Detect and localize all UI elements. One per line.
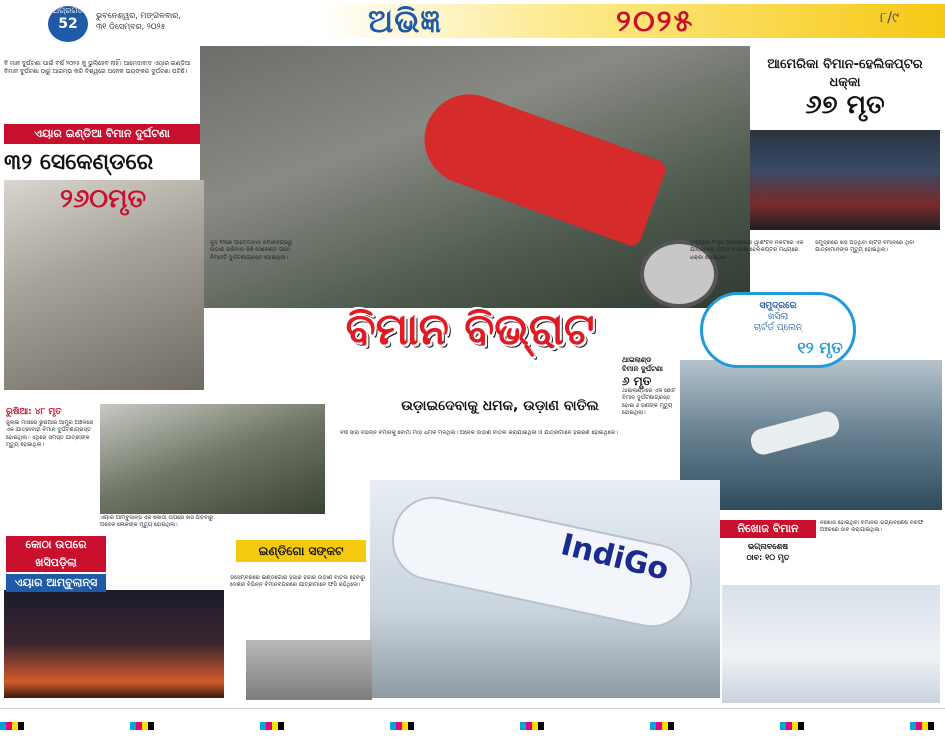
badge-label: ଅଗ୍ରଗତି [52, 6, 84, 15]
feature-title: ବିମାନ ବିଭ୍ରାଟ [345, 304, 595, 355]
ambulance-body: ଏୟାର ଆମ୍ବୁଲାନ୍ସ ଏକ କୋଠା ଉପରେ ଖସି ପଡ଼ିବାରୁ ଅନେକ ଲୋକଙ୍କ ମୃତ୍ୟୁ ହୋଇଥିଲା। [100, 515, 214, 529]
lead-label: ଏୟାର ଇଣ୍ଡିଆ ବିମାନ ଦୁର୍ଘଟଣା [4, 124, 200, 144]
building-fire-photo [4, 590, 224, 698]
dateline-place: ଭୁବନେଶ୍ୱର, ମଙ୍ଗଳବାର, [96, 11, 181, 20]
print-registration-marks [0, 722, 945, 730]
sea-line-2: ଖସିଲା [767, 312, 789, 322]
us-body: ଜାନୁଆରୀ ୨୯ରେ ଆମେରିକାର ୱାଶିଂଟନ ନିକଟରେ ଏକ ଯାତ୍ରୀବାହୀ ବିମାନ ଓ ସେନା ହେଲିକପ୍ଟର ମଧ୍ୟରେ ଧକ୍କା ହୋଇଥିଲା। [690, 240, 804, 261]
indigo-logo-text: IndiGo [557, 527, 673, 588]
indigo-label: ଇଣ୍ଡିଗୋ ସଙ୍କଟ [236, 540, 366, 562]
lead-death-toll: ୨୬୦ମୃତ [60, 184, 147, 214]
year-banner: ୨୦୨୫ [616, 4, 695, 39]
missing-body: ନିଖୋଜ ହୋଇଥିବା ବିମାନର ଭଗ୍ନାବଶେଷ ବରଫ ଅଞ୍ଚଳରେ ଠାବ କରାଯାଇଥିଲା। [820, 520, 924, 534]
russia-body: ଜୁଲାଇ ମାସରେ ରୁଷିଆର ଆମୁର ଅଞ୍ଚଳରେ ଏକ ଯାତ୍ରୀବାହୀ ବିମାନ ଦୁର୍ଘଟଣାଗ୍ରସ୍ତ ହୋଇଥିଲା। ଏଥିରେ ସମସ୍ତ ଯାତ୍ରୀଙ୍କ ମୃତ୍ୟୁ ହୋଇଥିଲା। [6, 420, 94, 449]
stranded-passengers-photo [246, 640, 372, 700]
us-headline: ଆମେରିକା ବିମାନ-ହେଲିକପ୍ଟର ଧକ୍କା [767, 57, 923, 90]
newspaper-logo: ଅଭିଜ୍ଞ [368, 2, 442, 40]
river-rescue-photo [750, 130, 940, 230]
snow-wreckage-photo [722, 585, 940, 703]
missing-line-3: ଠାବ: ୧୦ ମୃତ [746, 553, 790, 562]
russia-crash-photo [100, 404, 325, 514]
feature-body: ବର୍ଷ ସାରା ବିଭିନ୍ନ ବିମାନକୁ ବୋମା ମାଡ଼ ଧମକ ମିଳିଥିଲା। ଅନେକ ଉଡ଼ାଣ ବାତିଲ କରାଯାଇଥିଲା ଓ ଯାତ୍ରୀମାନେ ହଇରାଣ ହୋଇଥିଲେ। [340, 430, 618, 436]
dateline-date: ୩୧ ଡିସେମ୍ବର, ୨୦୨୫ [96, 22, 166, 31]
sea-line-3: ଚାର୍ଟର୍ଡ ପ୍ଲେନ୍ [753, 323, 803, 333]
missing-line-2: ଭଗ୍ନାବଶେଷ [747, 542, 789, 551]
page-number: ୮/୯ [880, 10, 899, 26]
sea-body: ସମୁଦ୍ରରେ ଖସି ପଡ଼ିଥିବା ଚାର୍ଟର୍ଡ ବିମାନରେ ଥିବା ଯାତ୍ରୀମାନଙ୍କ ମୃତ୍ୟୁ ହୋଇଥିଲା। [815, 240, 915, 254]
ambulance-line-3: ଏୟାର ଆମ୍ବୁଲାନ୍ସ [6, 574, 106, 592]
sea-death-toll: ୧୨ ମୃତ [797, 338, 843, 357]
missing-headline-box [720, 520, 816, 582]
indigo-body: ଡିସେମ୍ବରରେ ଇଣ୍ଡିଗୋର ହଜାର ହଜାର ଉଡ଼ାଣ ବାତିଲ ହେବାରୁ ଦେଶର ବିଭିନ୍ନ ବିମାନବନ୍ଦରରେ ଯାତ୍ରୀମାନେ ଫସି ରହିଥିଲେ। [230, 575, 366, 589]
thailand-story [622, 356, 680, 506]
lead-body: ଜୁନ ୧୨ରେ ଆହମଦାବାଦ ବିମାନବନ୍ଦରରୁ ଉଡ଼ାଣ ଭରିବାର କିଛି ସେକେଣ୍ଡ ପରେ ବିମାନଟି ଦୁର୍ଘଟଣାଗ୍ରସ୍ତ ହୋଇଥିଲା। [210, 240, 293, 261]
ambulance-headline-box [6, 536, 106, 588]
dateline [96, 10, 246, 32]
russia-label: ରୁଷିଆ: ୪୮ ମୃତ [6, 407, 62, 417]
feature-subtitle: ଉଡ଼ାଇଦେବାକୁ ଧମକ, ଉଡ଼ାଣ ବାତିଲ [401, 398, 599, 414]
us-death-toll: ୬୭ ମୃତ [805, 90, 885, 120]
thailand-body: ଥାଇଲାଣ୍ଡରେ ଏକ ଛୋଟ ବିମାନ ଦୁର୍ଘଟଣାଗ୍ରସ୍ତ ହୋଇ ୬ ଜଣଙ୍କ ମୃତ୍ୟୁ ହୋଇଥିଲା। [622, 388, 676, 417]
thailand-death-toll: ୬ ମୃତ [622, 374, 652, 388]
ambulance-line-2: ଖସିପଡ଼ିଲା [6, 554, 106, 572]
thailand-line-1: ଥାଇଲାଣ୍ଡ [622, 356, 652, 364]
sea-line-1: ସମୁଦ୍ରରେ [759, 301, 797, 311]
ambulance-line-1: କୋଠା ଉପରେ [6, 536, 106, 554]
thailand-line-2: ବିମାନ ଦୁର୍ଘଟଣା [622, 365, 663, 373]
badge-number: 52 [58, 16, 78, 32]
anniversary-badge [48, 6, 88, 42]
lead-headline: ୩୨ ସେକେଣ୍ଡରେ [4, 150, 154, 175]
lead-intro: ବି ମାନ ଦୁର୍ଘଟଣା ପାଇଁ ବର୍ଷ ୨୦୨୫ କୁ ଭୁଲିହେବ ନାହିଁ। ଆମେଦାବାଦ ଏୟାର ଇଣ୍ଡିଆ ବିମାନ ଦୁର୍ଘଟଣା ଠାରୁ ଆରମ୍ଭ କରି ବିଶ୍ୱରେ ଅନେକ ଭୟଙ୍କର ଦୁର୍ଘଟଣା ଘଟିଛି। [4, 60, 191, 75]
missing-line-1: ନିଖୋଜ ବିମାନ [720, 520, 816, 538]
